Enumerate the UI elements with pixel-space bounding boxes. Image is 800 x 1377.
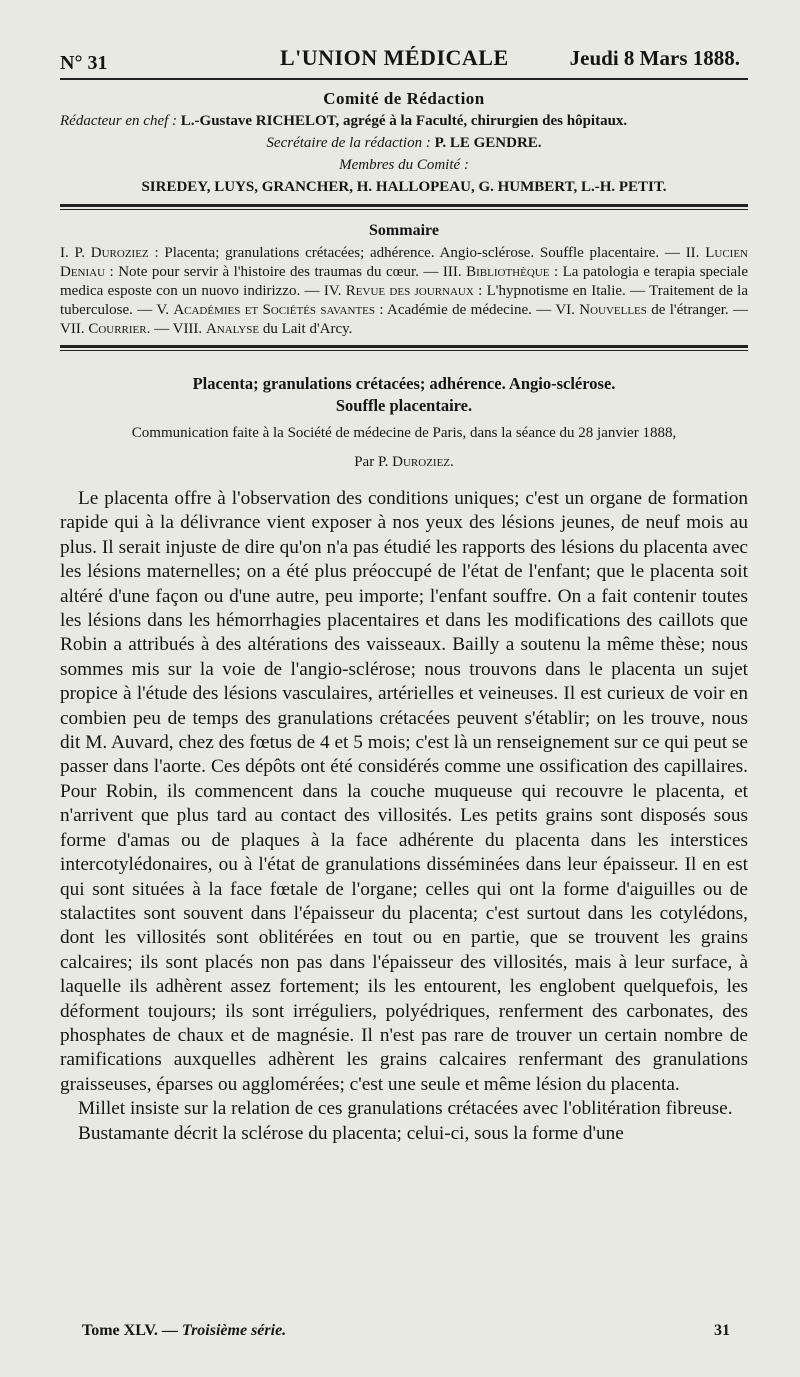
sommaire-item: VI. Nouvelles de l'étranger. — [555, 302, 749, 318]
communication-note: Communication faite à la Société de médecine de Paris, dans la séance du 28 janvier 1888, [131, 425, 677, 441]
editor-name: L.-Gustave RICHELOT, agrégé à la Faculté, chirurgien des hôpitaux. [180, 113, 628, 129]
committee-title: Comité de Rédaction [323, 89, 485, 108]
journal-title: L'UNION MÉDICALE [280, 45, 509, 70]
issue-date: Jeudi 8 Mars 1888. [569, 46, 740, 70]
paragraph: Millet insiste sur la relation de ces granulations crétacées avec l'oblitération fibreuse. [78, 1098, 733, 1120]
sommaire-list [60, 244, 748, 339]
editorial-committee [60, 88, 748, 198]
sommaire-item: III. Bibliothèque : La patologia e terapia speciale medica esposte con un nuovo indirizzo. — [60, 264, 748, 299]
article-title-line: Souffle placentaire. [335, 396, 473, 415]
members-label: Membres du Comité : [339, 157, 469, 173]
sommaire-item: V. Académies et Sociétés savantes : Académie de médecine. — [156, 302, 556, 318]
sommaire-title: Sommaire [369, 222, 439, 239]
article-title [60, 373, 748, 417]
members-names: SIREDEY, LUYS, GRANCHER, H. HALLOPEAU, G. HUMBERT, L.-H. PETIT. [141, 179, 667, 195]
secretary-name: P. LE GENDRE. [434, 135, 542, 151]
editor-label: Rédacteur en chef : [60, 113, 178, 129]
secretary-label: Secrétaire de la rédaction : [266, 135, 431, 151]
page-number: 31 [714, 1322, 730, 1339]
sommaire-item: I. P. Duroziez : Placenta; granulations crétacées; adhérence. Angio-sclérose. Souffle placentaire. — [60, 245, 686, 261]
article-author [60, 454, 748, 471]
sommaire-rule [60, 345, 748, 351]
sommaire-item: II. Lucien Deniau : Note pour servir à l'histoire des traumas du cœur. — [60, 245, 749, 280]
sommaire-item: VII. Courrier. — [60, 321, 173, 337]
paragraph: Bustamante décrit la sclérose du placenta; celui-ci, sous la forme d'une [78, 1122, 624, 1144]
sommaire-item: IV. Revue des journaux : L'hypnotisme en Italie. — Traitement de la tuberculose. — [60, 283, 748, 318]
series-label: Troisième série. [181, 1322, 287, 1339]
committee-rule [60, 204, 748, 210]
author-prefix: Par [354, 454, 375, 470]
paragraph: Le placenta offre à l'observation des conditions uniques; c'est un organe de formation rapide qui à la délivrance vient exposer à nos yeux des lésions jeunes, de neuf mois au plus. Il serait injuste de dire qu'on n'a pas étudié les rapports des lésions du placenta avec les lésions maternelles; on a été plus préoccupé de l'état de l'enfant; que le placenta soit altéré d'une façon ou d'une autre, peu importe; l'enfant souffre. On a fait contenir toutes les lésions dans les hémorrhagies placentaires et dans les modifications des caillots que Robin a attribués à des altérations des vaisseaux. Bailly a soutenu la même thèse; nous sommes mis sur la voie de l'angio-sclérose; nous trouvons dans le placenta un sujet propice à l'étude des lésions vasculaires, artérielles et veineuses. Il est curieux de voir en combien peu de temps des granulations crétacées peuvent s'établir; on les trouve, nous dit M. Auvard, chez des fœtus de 4 et 5 mois; c'est là un renseignement sur ce qui peut se passer dans l'aorte. Ces dépôts ont été considérés comme une ossification des capillaires. Pour Robin, ils commencent dans la couche muqueuse qui recouvre le placenta, et n'arrivent que plus tard au contact des villosités. Les petits grains sont disposés sous forme d'amas ou de plaques à la face adhérente du placenta dans les interstices intercotylédonaires, ou à l'état de granulations disséminées dans leur épaisseur. Il en est qui sont situées à la face fœtale de l'organe; celles qui ont la forme d'aiguilles ou de stalactites sont souvent dans l'épaisseur du placenta; c'est surtout dans les cotylédons, dont les villosités sont oblitérées en tout ou en partie, que se trouvent les grains calcaires; ils sont placés non pas dans l'épaisseur des villosités, mais à leur surface, à laquelle ils adhèrent assez fortement; ils les entourent, les englobent quelquefois, les déforment toujours; ils sont irréguliers, polyédriques, renferment des carbonates, des phosphates de chaux et de magnésie. Il n'est pas rare de trouver un certain nombre de ramifications auxquelles adhèrent les grains calcaires renfermant des granulations graisseuses, éparses ou agglomérées; c'est une seule et même lésion du placenta. [60, 488, 748, 1095]
header-rule [60, 78, 748, 80]
editor-line [60, 110, 748, 132]
article-title-line: Placenta; granulations crétacées; adhérence. Angio-sclérose. [192, 374, 616, 393]
issue-number: N° 31 [60, 52, 108, 74]
author-name: P. Duroziez. [377, 454, 454, 470]
secretary-line [60, 132, 748, 154]
page-header [60, 40, 748, 76]
sommaire-item: VIII. Analyse du Lait d'Arcy. [172, 321, 353, 337]
tome-label: Tome XLV. — Troisième série. [82, 1322, 287, 1339]
article-body [60, 487, 748, 1146]
